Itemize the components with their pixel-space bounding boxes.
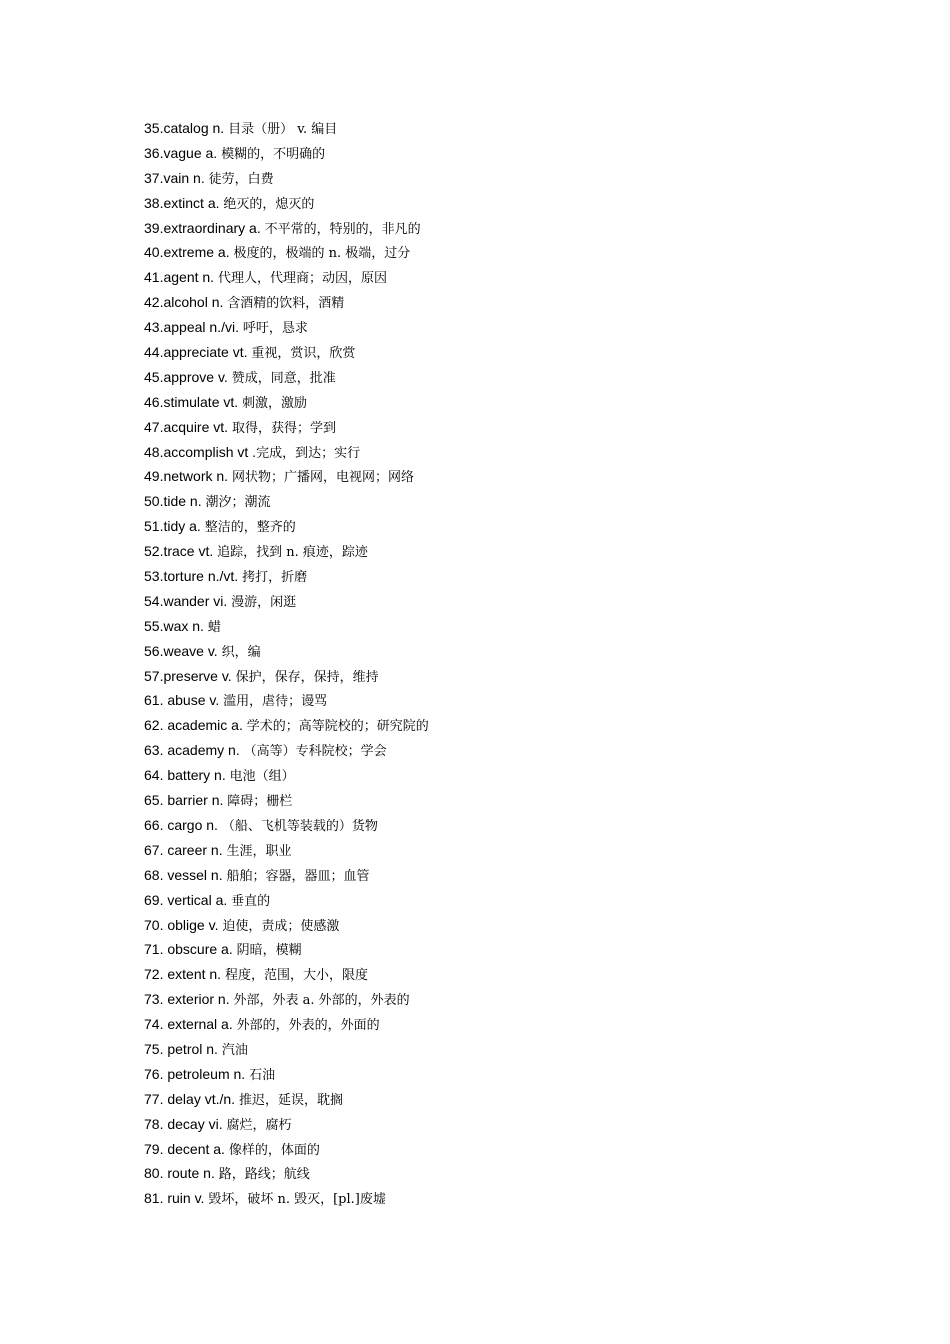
entry-word: 40.extreme a. (144, 244, 234, 261)
entry-definition: 保护，保存，保持，维持 (235, 669, 379, 685)
vocab-entry (144, 340, 429, 365)
entry-definition: 汽油 (221, 1042, 248, 1058)
entry-definition: 推迟，延误，耽搁 (238, 1092, 343, 1108)
vocab-entry (144, 763, 429, 788)
vocab-entry (144, 987, 429, 1012)
vocab-entry (144, 913, 429, 938)
entry-definition: 滥用，虐待；谩骂 (223, 694, 328, 710)
entry-definition: 路，路线；航线 (218, 1167, 310, 1183)
entry-word: 78. decay vi. (144, 1115, 227, 1132)
vocab-entry (144, 315, 429, 340)
entry-definition: 重视，赏识，欣赏 (251, 346, 356, 362)
vocab-entry (144, 166, 429, 191)
entry-word: 55.wax n. (144, 617, 208, 634)
entry-definition: 学术的；高等院校的；研究院的 (246, 719, 429, 735)
vocab-entry (144, 514, 429, 539)
entry-definition: 外部，外表 a. 外部的，外表的 (233, 993, 410, 1009)
entry-word: 42.alcohol n. (144, 294, 228, 311)
entry-definition: 船舶；容器，器皿；血管 (226, 868, 370, 884)
vocab-entry (144, 1186, 429, 1211)
vocab-entry (144, 1161, 429, 1186)
vocab-entry (144, 265, 429, 290)
entry-word: 68. vessel n. (144, 866, 227, 883)
vocab-entry (144, 688, 429, 713)
entry-definition: 垂直的 (231, 893, 271, 909)
entry-word: 69. vertical a. (144, 891, 232, 908)
vocab-entry (144, 863, 429, 888)
entry-definition: 含酒精的饮料，酒精 (227, 296, 345, 312)
entry-definition: 阴暗，模糊 (236, 943, 302, 959)
vocab-entry (144, 390, 429, 415)
vocab-entry (144, 962, 429, 987)
entry-definition: 潮汐；潮流 (205, 495, 271, 511)
entry-word: 73. exterior n. (144, 991, 234, 1008)
entry-word: 81. ruin v. (144, 1190, 209, 1207)
entry-definition: 整洁的，整齐的 (204, 520, 296, 536)
vocab-entry (144, 664, 429, 689)
vocab-entry (144, 1137, 429, 1162)
entry-word: 46.stimulate vt. (144, 393, 243, 410)
entry-definition: 生涯，职业 (226, 843, 292, 859)
entry-definition: 漫游，闲逛 (231, 594, 297, 610)
entry-word: 71. obscure a. (144, 941, 237, 958)
entry-word: 72. extent n. (144, 966, 225, 983)
entry-definition: 赞成，同意，批准 (231, 370, 336, 386)
entry-word: 35.catalog n. (144, 120, 229, 136)
entry-definition: 像样的，体面的 (228, 1142, 320, 1158)
entry-definition: 极度的，极端的 n. 极端，过分 (233, 246, 411, 262)
entry-word: 77. delay vt./n. (144, 1090, 239, 1107)
entry-word: 44.appreciate vt. (144, 344, 252, 361)
entry-definition: 织，编 (221, 644, 261, 660)
entry-word: 61. abuse v. (144, 692, 224, 709)
entry-word: 67. career n. (144, 841, 227, 858)
entry-word: 52.trace vt. (144, 543, 218, 560)
vocab-entry (144, 141, 429, 166)
entry-word: 54.wander vi. (144, 592, 232, 609)
entry-definition: 完成，到达；实行 (256, 445, 361, 461)
entry-definition: 迫使，责成；使感激 (222, 918, 340, 934)
entry-definition: 石油 (249, 1067, 276, 1083)
vocab-entry (144, 1037, 429, 1062)
entry-definition: 刺激，激励 (242, 395, 308, 411)
entry-definition: 不平常的，特别的，非凡的 (264, 221, 421, 237)
vocab-entry (144, 738, 429, 763)
vocab-entry (144, 564, 429, 589)
vocab-entry (144, 614, 429, 639)
entry-word: 74. external a. (144, 1016, 237, 1033)
entry-word: 53.torture n./vt. (144, 568, 243, 585)
vocab-entry (144, 1062, 429, 1087)
entry-word: 64. battery n. (144, 767, 230, 784)
entry-word: 63. academy n. (144, 742, 244, 759)
entry-definition: 腐烂，腐朽 (226, 1117, 292, 1133)
entry-word: 49.network n. (144, 468, 232, 485)
vocab-entry (144, 240, 429, 265)
entry-word: 37.vain n. (144, 169, 209, 186)
vocab-entry (144, 539, 429, 564)
entry-definition: 目录（册） v. 编目 (228, 122, 338, 137)
entry-word: 36.vague a. (144, 144, 222, 161)
vocab-entry (144, 1112, 429, 1137)
vocab-entry (144, 415, 429, 440)
entry-word: 50.tide n. (144, 493, 206, 510)
entry-word: 79. decent a. (144, 1140, 229, 1157)
entry-definition: 取得，获得；学到 (231, 420, 336, 436)
entry-word: 62. academic a. (144, 717, 247, 734)
vocab-entry (144, 937, 429, 962)
entry-definition: 蜡 (207, 619, 221, 635)
entry-word: 56.weave v. (144, 642, 222, 659)
entry-word: 57.preserve v. (144, 667, 236, 684)
vocab-entry (144, 440, 429, 465)
entry-definition: 绝灭的，熄灭的 (223, 196, 315, 212)
entry-word: 39.extraordinary a. (144, 219, 265, 236)
entry-definition: 毁坏，破坏 n. 毁灭，[pl.]废墟 (208, 1192, 386, 1208)
entry-definition: 呼吁，恳求 (242, 321, 308, 337)
entry-definition: 程度，范围，大小，限度 (224, 968, 368, 984)
entry-word: 76. petroleum n. (144, 1065, 250, 1082)
entry-word: 75. petrol n. (144, 1040, 222, 1057)
vocabulary-list (144, 116, 429, 1211)
vocab-entry (144, 365, 429, 390)
entry-word: 70. oblige v. (144, 916, 223, 933)
entry-word: 80. route n. (144, 1165, 219, 1182)
entry-word: 38.extinct a. (144, 194, 224, 211)
vocab-entry (144, 888, 429, 913)
vocab-entry (144, 1087, 429, 1112)
entry-definition: 障碍；栅栏 (227, 794, 293, 810)
vocab-entry (144, 191, 429, 216)
vocab-entry (144, 813, 429, 838)
entry-word: 65. barrier n. (144, 792, 228, 809)
vocab-entry (144, 116, 429, 141)
vocab-entry (144, 639, 429, 664)
vocab-entry (144, 838, 429, 863)
entry-word: 66. cargo n. (144, 816, 222, 833)
vocab-entry (144, 713, 429, 738)
vocab-entry (144, 489, 429, 514)
vocab-entry (144, 589, 429, 614)
entry-definition: （船、飞机等装载的）货物 (221, 818, 378, 834)
entry-word: 43.appeal n./vi. (144, 319, 243, 336)
entry-word: 47.acquire vt. (144, 418, 232, 435)
entry-definition: 网状物；广播网，电视网；网络 (231, 470, 414, 486)
entry-definition: 模糊的，不明确的 (221, 146, 326, 162)
entry-word: 48.accomplish vt . (144, 443, 257, 460)
entry-word: 51.tidy a. (144, 518, 205, 535)
entry-definition: 电池（组） (229, 769, 295, 785)
vocab-entry (144, 464, 429, 489)
entry-definition: 拷打，折磨 (242, 570, 308, 586)
entry-word: 41.agent n. (144, 269, 218, 286)
entry-definition: 追踪，找到 n. 痕迹，踪迹 (217, 545, 368, 561)
vocab-entry (144, 216, 429, 241)
entry-definition: （高等）专科院校；学会 (243, 744, 387, 760)
vocab-entry (144, 1012, 429, 1037)
vocab-entry (144, 290, 429, 315)
entry-word: 45.approve v. (144, 368, 232, 385)
entry-definition: 代理人，代理商；动因，原因 (217, 271, 387, 287)
vocab-entry (144, 788, 429, 813)
entry-definition: 外部的，外表的，外面的 (236, 1018, 380, 1034)
entry-definition: 徒劳，白费 (208, 171, 274, 187)
